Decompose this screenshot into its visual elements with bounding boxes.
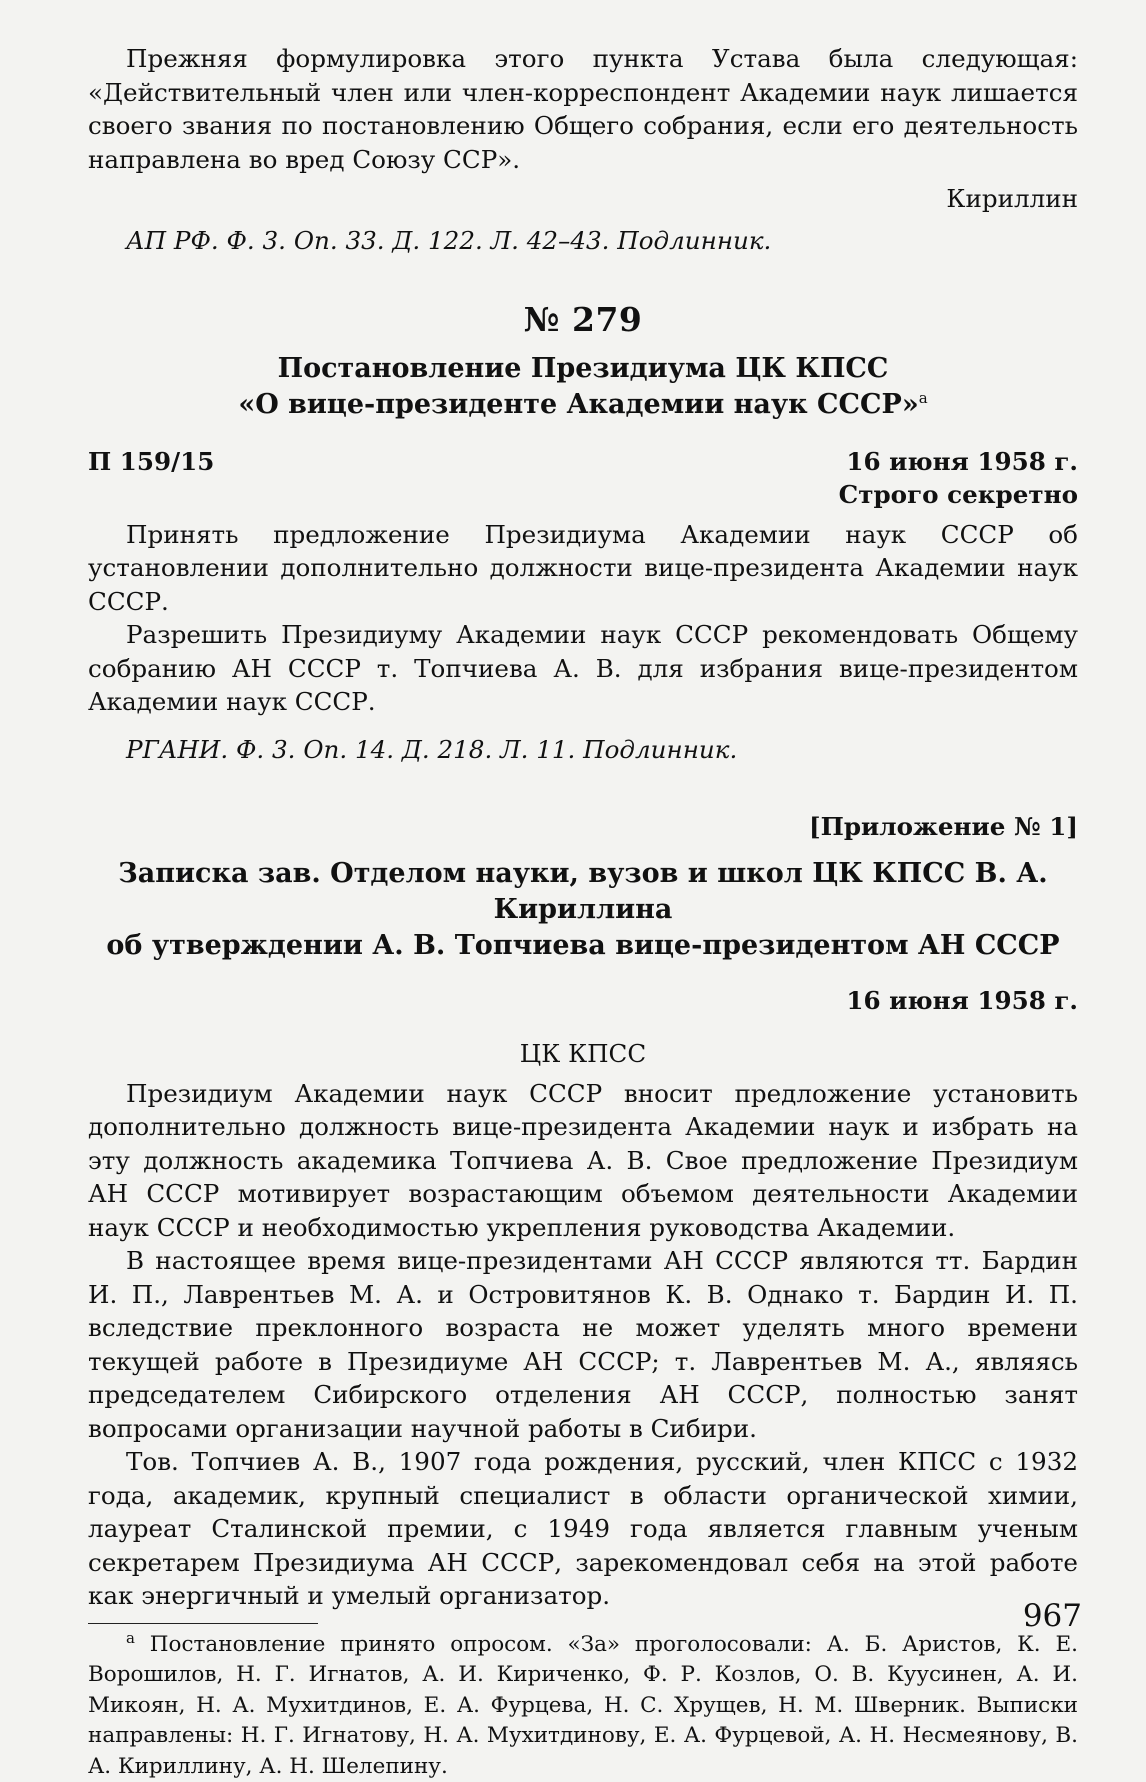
archive-reference: АП РФ. Ф. 3. Оп. 33. Д. 122. Л. 42–43. Подлинник. — [88, 224, 1078, 258]
appendix-label: [Приложение № 1] — [88, 810, 1078, 844]
document-title-text: «О вице-президенте Академии наук СССР» — [238, 389, 918, 420]
document-date: 16 июня 1958 г. — [846, 445, 1078, 479]
addressee: ЦК КПСС — [88, 1037, 1078, 1071]
document-title-line1: Постановление Президиума ЦК КПСС — [88, 351, 1078, 387]
resolution-paragraph-2: Разрешить Президиуму Академии наук СССР рекомендовать Общему собранию АН СССР т. Топчиева А. В. для избрания вице-президентом Академии наук СССР. — [88, 618, 1078, 719]
protocol-row — [88, 445, 1078, 479]
document-number: № 279 — [88, 303, 1078, 337]
footnote-text: Постановление принято опросом. «За» проголосовали: А. Б. Аристов, К. Е. Ворошилов, Н. Г. Игнатов, А. И. Кириченко, Ф. Р. Козлов, О. В. Куусинен, А. И. Микоян, Н. А. Мухитдинов, Е. А. Фурцева, Н. С. Хрущев, Н. М. Шверник. Выписки направлены: Н. Г. Игнатову, Н. А. Мухитдинову, Е. А. Фурцевой, А. Н. Несмеянову, В. А. Кириллину, А. Н. Шелепину. — [88, 1632, 1078, 1779]
memo-paragraph-2: В настоящее время вице-президентами АН СССР являются тт. Бардин И. П., Лаврентьев М. А. и Островитянов К. В. Однако т. Бардин И. П. вследствие преклонного возраста не может уделять много времени текущей работе в Президиуме АН СССР; т. Лаврентьев М. А., являясь председателем Сибирского отделения АН СССР, полностью занят вопросами организации научной работы в Сибири. — [88, 1244, 1078, 1445]
footnote — [88, 1630, 1078, 1782]
classification-label: Строго секретно — [88, 478, 1078, 512]
prior-paragraph: Прежняя формулировка этого пункта Устава была следующая: «Действительный член или член-корреспондент Академии наук лишается своего звания по постановлению Общего собрания, если его деятельность направлена во вред Союзу ССР». — [88, 42, 1078, 176]
footnote-mark: a — [919, 389, 928, 407]
appendix-title-line1: Записка зав. Отделом науки, вузов и школ ЦК КПСС В. А. Кириллина — [88, 856, 1078, 928]
protocol-number: П 159/15 — [88, 445, 214, 479]
appendix-date: 16 июня 1958 г. — [88, 984, 1078, 1018]
archive-reference: РГАНИ. Ф. 3. Оп. 14. Д. 218. Л. 11. Подлинник. — [88, 733, 1078, 767]
page-number: 967 — [1023, 1598, 1082, 1634]
memo-paragraph-1: Президиум Академии наук СССР вносит предложение установить дополнительно должность вице-президента Академии наук и избрать на эту должность академика Топчиева А. В. Свое предложение Президиум АН СССР мотивирует возрастающим объемом деятельности Академии наук СССР и необходимостью укрепления руководства Академии. — [88, 1077, 1078, 1245]
document-title-line2 — [88, 387, 1078, 423]
document-page — [88, 42, 1078, 1782]
appendix-title-line2: об утверждении А. В. Топчиева вице-президентом АН СССР — [88, 928, 1078, 964]
resolution-paragraph-1: Принять предложение Президиума Академии наук СССР об установлении дополнительно должности вице-президента Академии наук СССР. — [88, 518, 1078, 619]
memo-paragraph-3: Тов. Топчиев А. В., 1907 года рождения, русский, член КПСС с 1932 года, академик, крупный специалист в области органической химии, лауреат Сталинской премии, с 1949 года является главным ученым секретарем Президиума АН СССР, зарекомендовал себя на этой работе как энергичный и умелый организатор. — [88, 1445, 1078, 1613]
signature: Кириллин — [88, 182, 1078, 216]
footnote-divider — [88, 1623, 318, 1624]
footnote-mark: a — [126, 1628, 135, 1646]
